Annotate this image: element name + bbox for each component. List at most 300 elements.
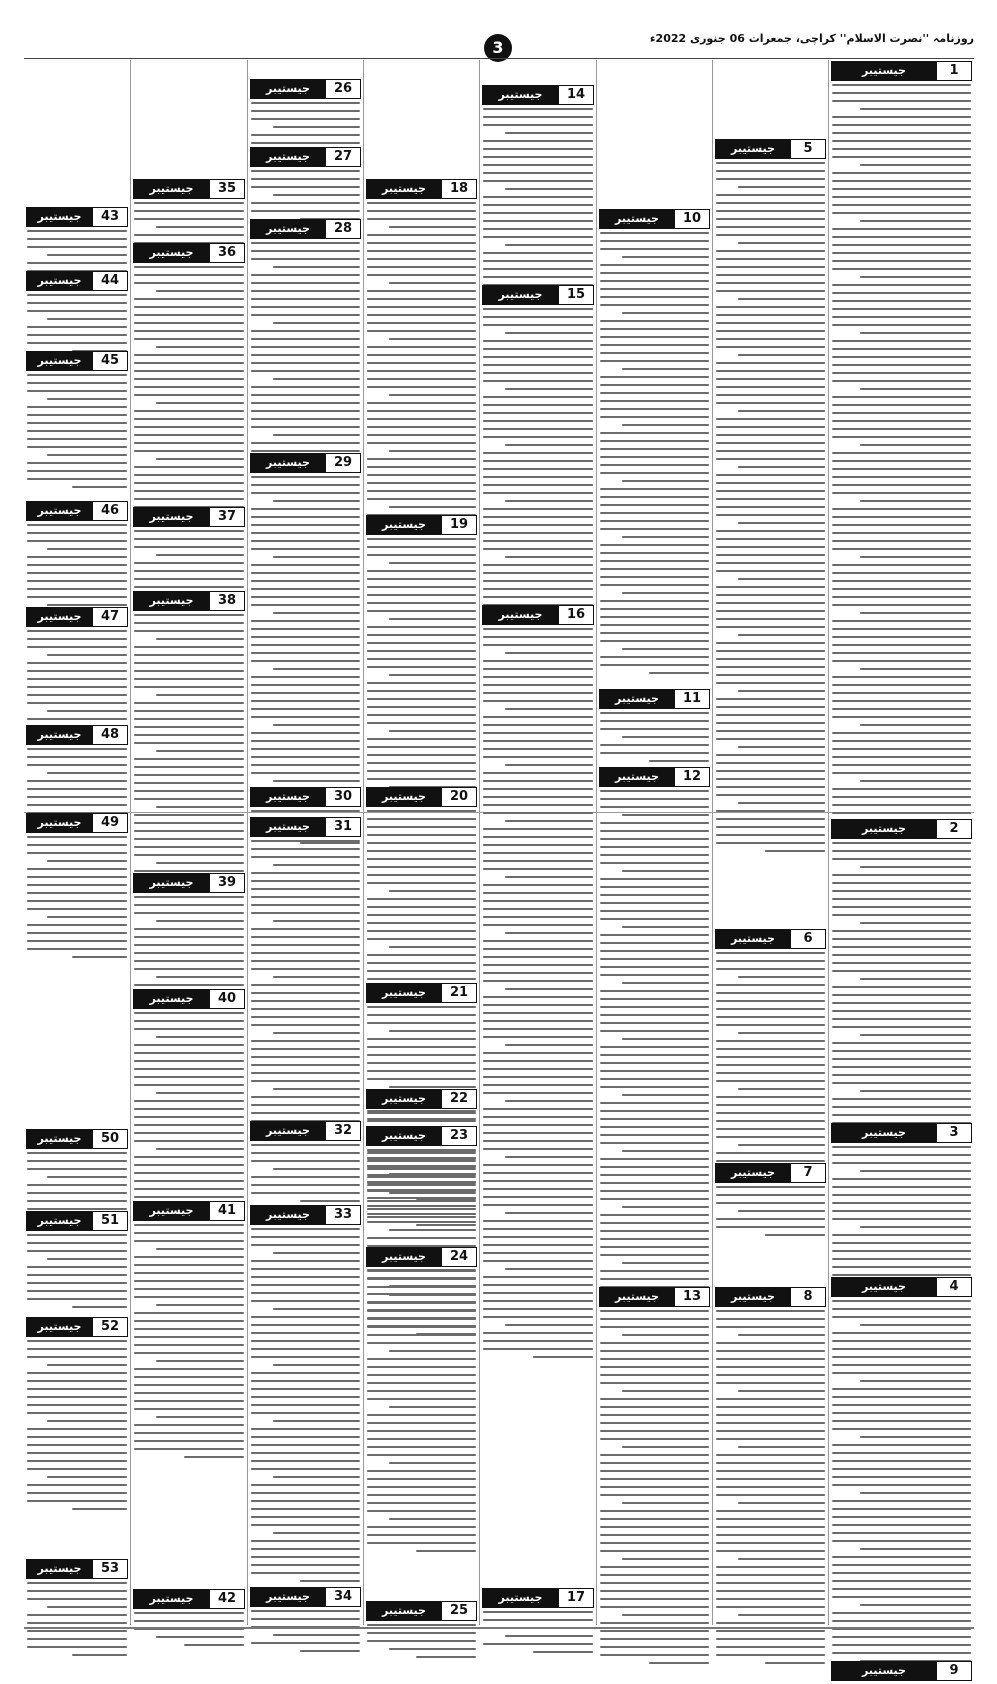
text-line xyxy=(483,980,593,982)
text-line xyxy=(251,628,360,630)
text-line xyxy=(483,836,593,838)
entry-label: جیستیبر xyxy=(367,1090,441,1108)
text-line xyxy=(483,860,593,862)
text-line xyxy=(27,638,127,640)
text-line xyxy=(367,290,476,292)
text-line xyxy=(367,410,476,412)
text-line xyxy=(716,554,825,556)
entry-block xyxy=(829,1122,974,1290)
text-line xyxy=(832,1042,971,1044)
text-line xyxy=(600,1054,709,1056)
text-line xyxy=(27,1250,127,1252)
text-line xyxy=(483,740,593,742)
text-line xyxy=(832,882,971,884)
entry-header xyxy=(250,817,361,837)
text-line xyxy=(832,1026,971,1028)
text-line xyxy=(483,796,593,798)
text-line xyxy=(251,426,360,428)
text-line xyxy=(251,1436,360,1438)
text-line xyxy=(367,1542,476,1544)
text-line xyxy=(134,1264,244,1266)
entry-number: 36 xyxy=(209,244,244,262)
entry-block xyxy=(131,590,247,886)
text-line xyxy=(27,1412,127,1414)
entry-header xyxy=(26,813,128,833)
text-line xyxy=(716,1218,825,1220)
entry-number: 35 xyxy=(209,180,244,198)
text-line xyxy=(483,1284,593,1286)
text-line xyxy=(134,1320,244,1322)
text-line xyxy=(832,1388,971,1390)
text-line xyxy=(483,1092,593,1094)
column-3 xyxy=(597,60,712,1625)
text-line xyxy=(134,662,244,664)
text-line xyxy=(389,1229,476,1231)
text-line xyxy=(367,850,476,852)
text-line xyxy=(832,1114,971,1116)
text-line xyxy=(600,1494,709,1496)
text-line xyxy=(600,288,709,290)
text-line xyxy=(716,226,825,228)
text-line xyxy=(600,232,709,234)
text-line xyxy=(367,1326,476,1328)
text-line xyxy=(251,1144,360,1146)
entry-number: 43 xyxy=(92,208,127,226)
entry-block xyxy=(713,1286,828,1670)
text-line xyxy=(27,662,127,664)
text-line xyxy=(156,1304,244,1306)
text-line xyxy=(251,1572,360,1574)
text-line xyxy=(367,274,476,276)
text-line xyxy=(716,386,825,388)
text-line xyxy=(622,736,709,738)
text-line xyxy=(832,100,971,102)
text-line xyxy=(832,962,971,964)
text-line xyxy=(600,1342,709,1344)
text-line xyxy=(27,422,127,424)
text-line xyxy=(716,1654,825,1656)
text-line xyxy=(832,308,971,310)
entry-header xyxy=(482,285,594,305)
text-line xyxy=(716,762,825,764)
text-line xyxy=(367,1181,476,1183)
text-line xyxy=(134,266,244,268)
text-line xyxy=(367,378,476,380)
text-line xyxy=(716,1104,825,1106)
text-line xyxy=(367,442,476,444)
text-line xyxy=(832,1404,971,1406)
entry-header xyxy=(250,79,361,99)
text-line xyxy=(716,314,825,316)
text-line xyxy=(716,450,825,452)
text-line xyxy=(367,1310,476,1312)
text-line xyxy=(832,1364,971,1366)
text-line xyxy=(367,1054,476,1056)
text-line xyxy=(716,1096,825,1098)
text-line xyxy=(483,372,593,374)
text-line xyxy=(47,318,127,320)
text-line xyxy=(483,220,593,222)
text-line xyxy=(716,1454,825,1456)
text-line xyxy=(134,678,244,680)
text-line xyxy=(505,652,593,654)
text-line xyxy=(273,1476,360,1478)
text-line xyxy=(832,970,971,972)
entry-number: 15 xyxy=(558,286,593,304)
text-line xyxy=(832,524,971,526)
text-line xyxy=(716,1598,825,1600)
text-line xyxy=(156,554,244,556)
entry-header xyxy=(599,767,710,787)
text-line xyxy=(600,838,709,840)
text-line xyxy=(367,810,476,812)
text-line xyxy=(649,760,709,762)
text-line xyxy=(156,976,244,978)
text-line xyxy=(832,1154,971,1156)
text-line xyxy=(483,676,593,678)
text-line xyxy=(251,944,360,946)
text-line xyxy=(251,1112,360,1114)
entry-block xyxy=(597,1286,712,1670)
text-line xyxy=(27,382,127,384)
text-line xyxy=(832,1356,971,1358)
entry-header xyxy=(250,1121,361,1141)
text-line xyxy=(483,956,593,958)
text-line xyxy=(251,1468,360,1470)
text-line xyxy=(832,930,971,932)
text-line xyxy=(251,872,360,874)
text-line xyxy=(832,180,971,182)
text-line xyxy=(251,142,360,144)
text-line xyxy=(367,1430,476,1432)
text-line xyxy=(600,910,709,912)
text-line xyxy=(251,1372,360,1374)
text-line xyxy=(600,1014,709,1016)
text-line xyxy=(47,772,127,774)
text-line xyxy=(134,1052,244,1054)
text-line xyxy=(251,684,360,686)
text-line xyxy=(367,658,476,660)
text-line xyxy=(600,320,709,322)
text-line xyxy=(600,360,709,362)
text-line xyxy=(832,842,971,844)
text-line xyxy=(251,1642,360,1644)
text-line xyxy=(483,972,593,974)
text-line xyxy=(367,770,476,772)
text-line xyxy=(27,940,127,942)
text-line xyxy=(832,340,971,342)
text-line xyxy=(832,1572,971,1574)
text-line xyxy=(27,948,127,950)
text-line xyxy=(483,460,593,462)
text-line xyxy=(251,748,360,750)
text-line xyxy=(483,228,593,230)
entry-block xyxy=(131,1200,247,1464)
text-line xyxy=(483,588,593,590)
entry-block xyxy=(248,452,363,804)
text-line xyxy=(134,854,244,856)
text-line xyxy=(367,714,476,716)
text-line xyxy=(832,364,971,366)
text-line xyxy=(134,734,244,736)
text-line xyxy=(832,172,971,174)
text-line xyxy=(716,1590,825,1592)
entry-body-text xyxy=(364,1270,479,1552)
text-line xyxy=(27,596,127,598)
entry-block xyxy=(248,1586,363,1658)
text-line xyxy=(273,434,360,436)
text-line xyxy=(832,1412,971,1414)
text-line xyxy=(505,1212,593,1214)
text-line xyxy=(832,356,971,358)
page-number-badge: 3 xyxy=(484,34,512,62)
text-line xyxy=(367,970,476,972)
text-line xyxy=(367,1494,476,1496)
text-line xyxy=(134,1392,244,1394)
text-line xyxy=(27,836,127,838)
entry-header xyxy=(715,139,826,159)
text-line xyxy=(27,334,127,336)
text-line xyxy=(600,1510,709,1512)
text-line xyxy=(600,712,709,714)
text-line xyxy=(134,1256,244,1258)
text-line xyxy=(367,402,476,404)
text-line xyxy=(716,378,825,380)
text-line xyxy=(716,1186,825,1188)
text-line xyxy=(600,894,709,896)
text-line xyxy=(716,1646,825,1648)
text-line xyxy=(367,434,476,436)
entry-header xyxy=(26,1317,128,1337)
text-line xyxy=(832,316,971,318)
text-line xyxy=(832,1460,971,1462)
text-line xyxy=(367,1358,476,1360)
text-line xyxy=(367,1318,476,1320)
text-line xyxy=(600,798,709,800)
text-line xyxy=(716,426,825,428)
text-line xyxy=(832,516,971,518)
text-line xyxy=(832,124,971,126)
text-line xyxy=(367,866,476,868)
text-line xyxy=(251,1508,360,1510)
text-line xyxy=(134,1612,244,1614)
text-line xyxy=(832,1588,971,1590)
text-line xyxy=(738,466,825,468)
text-line xyxy=(738,746,825,748)
text-line xyxy=(483,476,593,478)
text-line xyxy=(27,646,127,648)
text-line xyxy=(483,1260,593,1262)
text-line xyxy=(738,186,825,188)
text-line xyxy=(134,234,244,236)
text-line xyxy=(600,902,709,904)
text-line xyxy=(367,546,476,548)
text-line xyxy=(251,118,360,120)
entry-block xyxy=(829,818,974,1138)
text-line xyxy=(367,1062,476,1064)
text-line xyxy=(483,900,593,902)
masthead-date: روزنامہ ''نصرت الاسلام'' کراچی، جمعرات 06 جنوری 2022ء xyxy=(649,32,974,45)
column-5 xyxy=(364,60,479,1625)
text-line xyxy=(716,666,825,668)
text-line xyxy=(483,492,593,494)
text-line xyxy=(134,330,244,332)
text-line xyxy=(251,904,360,906)
text-line xyxy=(134,386,244,388)
text-line xyxy=(251,880,360,882)
text-line xyxy=(832,1058,971,1060)
text-line xyxy=(47,1476,127,1478)
text-line xyxy=(716,1112,825,1114)
text-line xyxy=(27,262,127,264)
text-line xyxy=(832,1564,971,1566)
text-line xyxy=(134,1448,244,1450)
text-line xyxy=(251,896,360,898)
text-line xyxy=(483,468,593,470)
text-line xyxy=(716,1494,825,1496)
text-line xyxy=(134,896,244,898)
text-line xyxy=(251,1184,360,1186)
text-line xyxy=(600,600,709,602)
text-line xyxy=(600,974,709,976)
text-line xyxy=(367,266,476,268)
entry-block xyxy=(829,1660,974,1684)
text-line xyxy=(251,772,360,774)
entry-label: جیستیبر xyxy=(27,1212,92,1230)
text-line xyxy=(367,490,476,492)
text-line xyxy=(367,1165,476,1167)
text-line xyxy=(716,1194,825,1196)
text-line xyxy=(600,344,709,346)
text-line xyxy=(27,470,127,472)
entry-label: جیستیبر xyxy=(367,516,441,534)
text-line xyxy=(860,500,971,502)
entry-number: 23 xyxy=(441,1127,476,1145)
entry-label: جیستیبر xyxy=(27,1318,92,1336)
text-line xyxy=(600,1318,709,1320)
text-line xyxy=(832,228,971,230)
entry-body-text xyxy=(829,1300,974,1670)
text-line xyxy=(367,954,476,956)
text-line xyxy=(367,978,476,980)
text-line xyxy=(367,778,476,780)
text-line xyxy=(134,968,244,970)
text-line xyxy=(483,948,593,950)
text-line xyxy=(716,1048,825,1050)
text-line xyxy=(251,572,360,574)
text-line xyxy=(27,1468,127,1470)
text-line xyxy=(716,730,825,732)
text-line xyxy=(832,1242,971,1244)
text-line xyxy=(367,538,476,540)
text-line xyxy=(483,212,593,214)
text-line xyxy=(134,710,244,712)
text-line xyxy=(367,482,476,484)
text-line xyxy=(273,724,360,726)
text-line xyxy=(600,1406,709,1408)
text-line xyxy=(367,922,476,924)
text-line xyxy=(27,532,127,534)
text-line xyxy=(832,1186,971,1188)
text-line xyxy=(389,890,476,892)
text-line xyxy=(483,396,593,398)
text-line xyxy=(600,1358,709,1360)
text-line xyxy=(716,1462,825,1464)
text-line xyxy=(134,1280,244,1282)
text-line xyxy=(156,1248,244,1250)
text-line xyxy=(860,1170,971,1172)
text-line xyxy=(27,796,127,798)
text-line xyxy=(27,414,127,416)
entry-header xyxy=(133,1589,245,1609)
text-line xyxy=(273,266,360,268)
text-line xyxy=(367,1390,476,1392)
text-line xyxy=(251,170,360,172)
text-line xyxy=(832,1018,971,1020)
text-line xyxy=(600,336,709,338)
text-line xyxy=(600,520,709,522)
text-line xyxy=(483,1012,593,1014)
text-line xyxy=(600,1046,709,1048)
text-line xyxy=(367,1374,476,1376)
text-line xyxy=(600,512,709,514)
text-line xyxy=(600,1142,709,1144)
text-line xyxy=(716,754,825,756)
text-line xyxy=(832,660,971,662)
text-line xyxy=(134,838,244,840)
text-line xyxy=(367,1422,476,1424)
text-line xyxy=(832,1074,971,1076)
entry-label: جیستیبر xyxy=(832,1278,936,1296)
text-line xyxy=(600,568,709,570)
text-line xyxy=(184,1644,245,1646)
text-line xyxy=(600,1478,709,1480)
text-line xyxy=(600,1566,709,1568)
text-line xyxy=(716,274,825,276)
text-line xyxy=(367,1486,476,1488)
text-line xyxy=(389,1648,476,1650)
text-line xyxy=(832,1420,971,1422)
text-line xyxy=(367,306,476,308)
text-line xyxy=(367,650,476,652)
text-line xyxy=(832,1476,971,1478)
entry-body-text xyxy=(480,1611,596,1653)
text-line xyxy=(716,586,825,588)
text-line xyxy=(483,1619,593,1621)
text-line xyxy=(251,202,360,204)
text-line xyxy=(600,560,709,562)
text-line xyxy=(600,878,709,880)
text-line xyxy=(505,1044,593,1046)
text-line xyxy=(600,576,709,578)
text-line xyxy=(134,1368,244,1370)
text-line xyxy=(367,554,476,556)
text-line xyxy=(716,770,825,772)
text-line xyxy=(483,748,593,750)
text-line xyxy=(832,1098,971,1100)
text-line xyxy=(27,406,127,408)
entry-number: 50 xyxy=(92,1130,127,1148)
text-line xyxy=(134,670,244,672)
text-line xyxy=(738,1446,825,1448)
text-line xyxy=(251,178,360,180)
text-line xyxy=(832,700,971,702)
text-line xyxy=(832,708,971,710)
text-line xyxy=(134,1012,244,1014)
text-line xyxy=(600,304,709,306)
text-line xyxy=(716,1582,825,1584)
entry-body-text xyxy=(597,790,712,1304)
